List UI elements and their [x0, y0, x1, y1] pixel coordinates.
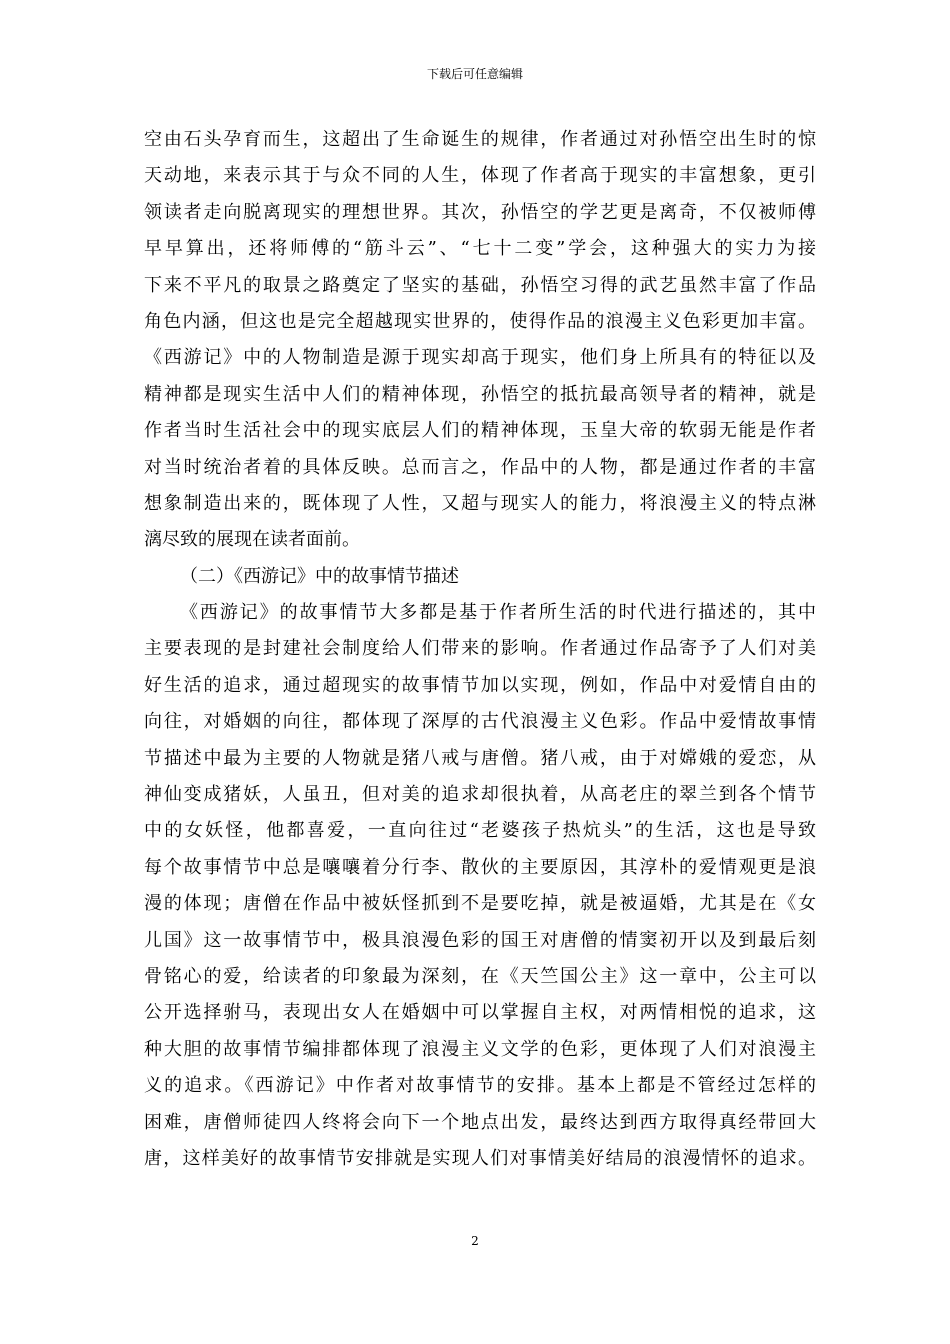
paragraph-line: 种大胆的故事情节编排都体现了浪漫主义文学的色彩，更体现了人们对浪漫主 — [144, 1038, 816, 1060]
paragraph-line: 主要表现的是封建社会制度给人们带来的影响。作者通过作品寄予了人们对美 — [144, 638, 816, 660]
page-header: 下载后可任意编辑 — [426, 67, 523, 81]
paragraph-line: 作者当时生活社会中的现实底层人们的精神体现，玉皇大帝的软弱无能是作者 — [144, 420, 816, 442]
section-heading: （二）《西游记》中的故事情节描述 — [180, 565, 459, 587]
paragraph-line: 空由石头孕育而生，这超出了生命诞生的规律，作者通过对孙悟空出生时的惊 — [144, 129, 816, 150]
paragraph-line: 早早算出，还将师傅的“筋斗云”、“七十二变”学会，这种强大的实力为接 — [144, 238, 816, 260]
paragraph-line: 漫的体现；唐僧在作品中被妖怪抓到不是要吃掉，就是被逼婚，尤其是在《女 — [144, 893, 816, 915]
paragraph-line: 精神都是现实生活中人们的精神体现，孙悟空的抵抗最高领导者的精神，就是 — [144, 383, 816, 405]
page-number: 2 — [471, 1234, 479, 1248]
paragraph-line: 天动地，来表示其于与众不同的人生，体现了作者高于现实的丰富想象，更引 — [144, 165, 816, 187]
paragraph-line: 向往，对婚姻的向往，都体现了深厚的古代浪漫主义色彩。作品中爱情故事情 — [144, 711, 816, 733]
paragraph-line: 骨铭心的爱，给读者的印象最为深刻，在《天竺国公主》这一章中，公主可以 — [144, 965, 816, 987]
paragraph-line: 节描述中最为主要的人物就是猪八戒与唐僧。猪八戒，由于对嫦娥的爱恋，从 — [144, 747, 816, 769]
paragraph-line: 下来不平凡的取景之路奠定了坚实的基础，孙悟空习得的武艺虽然丰富了作品 — [144, 274, 816, 296]
paragraph-line: 想象制造出来的，既体现了人性，又超与现实人的能力，将浪漫主义的特点淋 — [144, 492, 816, 514]
paragraph-line: 义的追求。《西游记》中作者对故事情节的安排。基本上都是不管经过怎样的 — [144, 1075, 816, 1097]
paragraph-line: 漓尽致的展现在读者面前。 — [144, 529, 360, 551]
paragraph-line: 困难，唐僧师徒四人终将会向下一个地点出发，最终达到西方取得真经带回大 — [144, 1111, 816, 1133]
paragraph-line: 唐，这样美好的故事情节安排就是实现人们对事情美好结局的浪漫情怀的追求。 — [144, 1147, 816, 1169]
paragraph-line: 神仙变成猪妖，人虽丑，但对美的追求却很执着，从高老庄的翠兰到各个情节 — [144, 784, 816, 806]
paragraph-line: 《西游记》中的人物制造是源于现实却高于现实，他们身上所具有的特征以及 — [144, 347, 816, 369]
paragraph-line: 中的女妖怪，他都喜爱，一直向往过“老婆孩子热炕头”的生活，这也是导致 — [144, 820, 816, 842]
paragraph-line: 《西游记》的故事情节大多都是基于作者所生活的时代进行描述的，其中 — [180, 602, 816, 624]
paragraph-line: 儿国》这一故事情节中，极具浪漫色彩的国王对唐僧的情窦初开以及到最后刻 — [144, 929, 816, 951]
paragraph-line: 角色内涵，但这也是完全超越现实世界的，使得作品的浪漫主义色彩更加丰富。 — [144, 310, 816, 332]
paragraph-line: 对当时统治者着的具体反映。总而言之，作品中的人物，都是通过作者的丰富 — [144, 456, 816, 478]
paragraph-line: 公开选择驸马，表现出女人在婚姻中可以掌握自主权，对两情相悦的追求，这 — [144, 1002, 816, 1024]
document-body — [144, 122, 816, 1177]
paragraph-line: 每个故事情节中总是嚷嚷着分行李、散伙的主要原因，其淳朴的爱情观更是浪 — [144, 856, 816, 878]
paragraph-line: 领读者走向脱离现实的理想世界。其次，孙悟空的学艺更是离奇，不仅被师傅 — [144, 201, 816, 223]
paragraph-line: 好生活的追求，通过超现实的故事情节加以实现，例如，作品中对爱情自由的 — [144, 674, 816, 696]
